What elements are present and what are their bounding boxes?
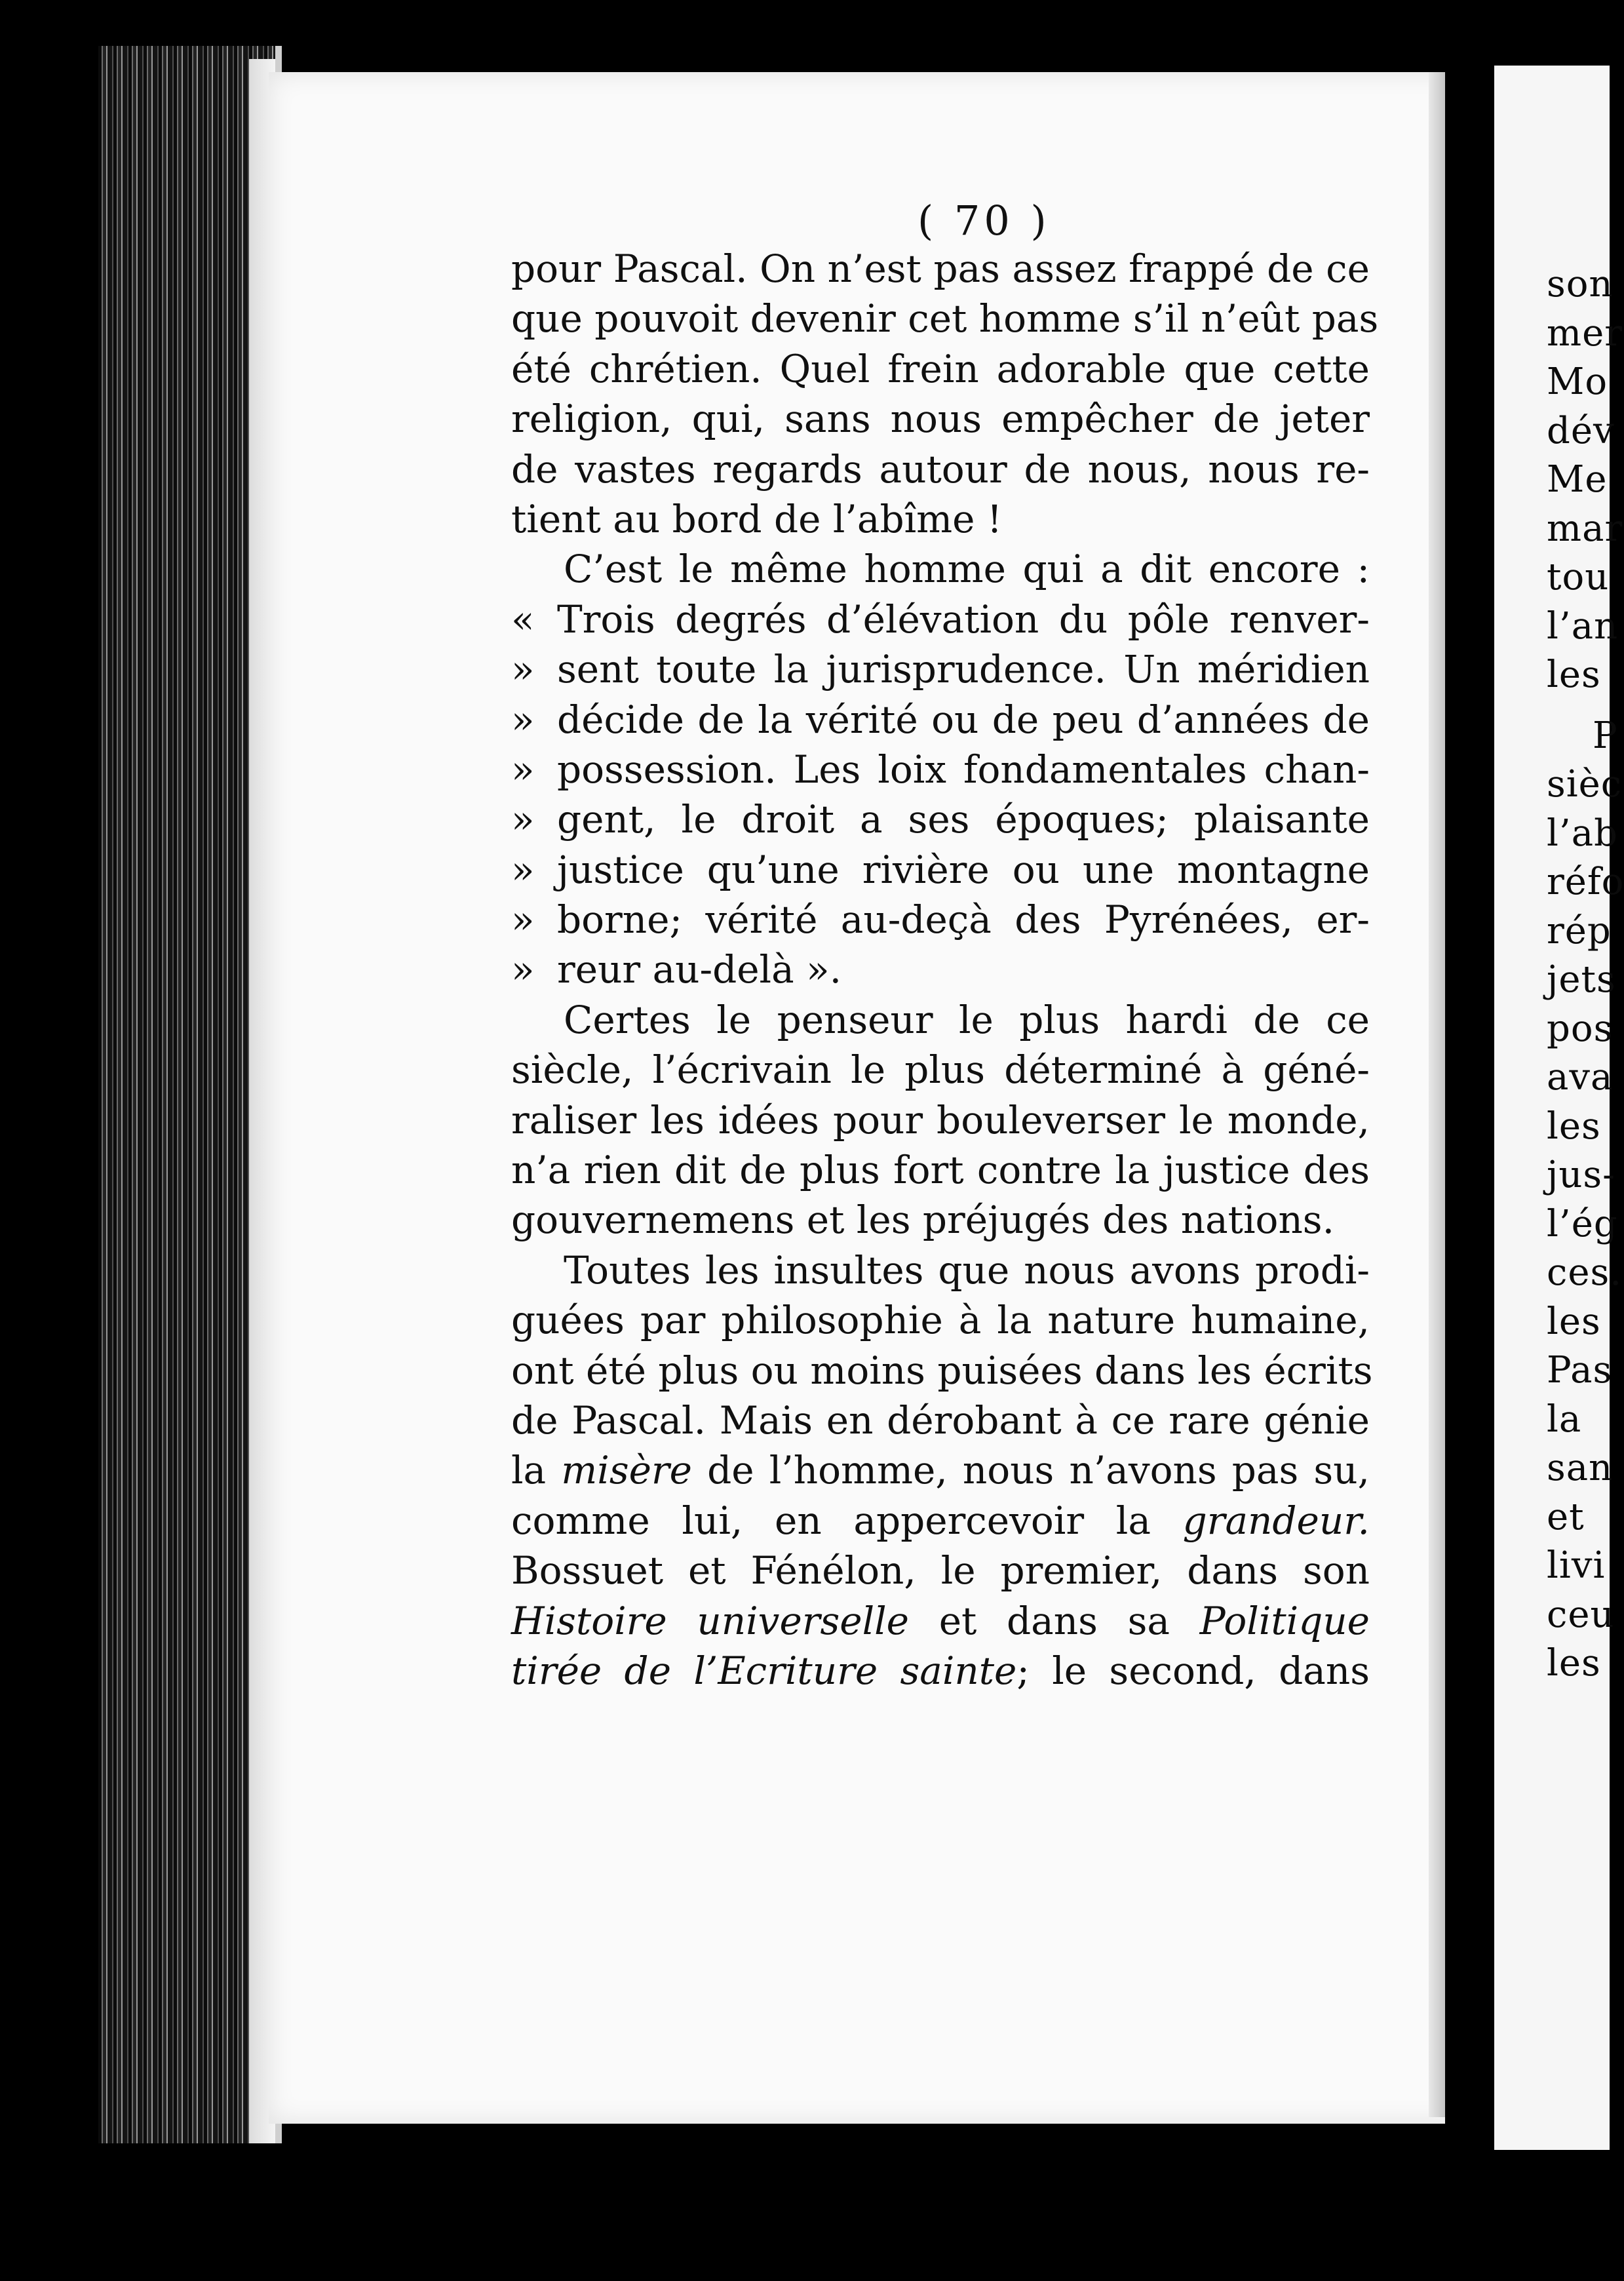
italic-text: Histoire universelle	[511, 1598, 910, 1643]
quote-mark: »	[511, 747, 535, 792]
italic-text: misère	[561, 1448, 692, 1493]
facing-page-line: ceu	[1547, 1593, 1615, 1636]
text-segment: Toutes les insultes que nous avons prodi-	[564, 1247, 1370, 1293]
text-segment: Trois degrés d’élévation du pôle renver-	[557, 596, 1370, 642]
text-line	[511, 845, 1370, 895]
text-line	[511, 945, 1370, 994]
text-segment: comme lui, en appercevoir la	[511, 1498, 1183, 1543]
text-segment: guées par philosophie à la nature humaine,	[511, 1298, 1370, 1343]
quote-mark: »	[511, 897, 535, 943]
text-segment: C’est le même homme qui a dit encore :	[564, 547, 1370, 592]
facing-page-line: ava	[1547, 1056, 1614, 1099]
facing-page-line: les	[1547, 1642, 1601, 1685]
quote-mark: »	[511, 697, 535, 742]
text-line	[511, 1546, 1370, 1595]
text-segment: que pouvoit devenir cet homme s’il n’eût pas	[511, 296, 1379, 341]
text-line	[511, 1596, 1370, 1646]
text-segment: et dans sa	[909, 1598, 1200, 1643]
text-segment: la	[511, 1448, 562, 1493]
text-line	[511, 745, 1370, 794]
text-line	[511, 244, 1370, 294]
text-line	[511, 344, 1370, 394]
facing-page-line: jus-	[1547, 1154, 1616, 1196]
quote-mark: »	[511, 647, 535, 692]
quote-mark: »	[511, 947, 535, 992]
facing-page-line: l’ég	[1547, 1202, 1618, 1245]
italic-text: grandeur.	[1182, 1498, 1370, 1543]
facing-page	[1494, 66, 1624, 2150]
text-segment: raliser les idées pour bouleverser le monde,	[511, 1097, 1370, 1142]
text-segment: ; le second, dans	[1016, 1648, 1370, 1693]
text-line	[511, 1646, 1370, 1696]
facing-page-line: les	[1547, 1104, 1601, 1148]
facing-page-line: pos	[1547, 1007, 1614, 1050]
text-line	[511, 595, 1370, 644]
text-segment: été chrétien. Quel frein adorable que cette	[511, 346, 1370, 391]
quote-mark: »	[511, 847, 535, 892]
text-line	[511, 895, 1370, 945]
page-body-text	[511, 244, 1379, 1696]
facing-page-line: dév	[1547, 409, 1615, 452]
quote-mark: »	[511, 797, 535, 842]
facing-page-line: mer	[1547, 311, 1623, 355]
text-line	[511, 1095, 1370, 1145]
text-segment: de Pascal. Mais en dérobant à ce rare génie	[511, 1397, 1370, 1443]
text-line	[511, 644, 1370, 694]
text-line	[511, 1245, 1370, 1295]
text-segment: religion, qui, sans nous empêcher de jeter	[511, 397, 1370, 442]
text-line	[511, 1445, 1370, 1495]
quote-mark: «	[511, 596, 535, 642]
facing-page-line: san	[1547, 1447, 1614, 1489]
text-segment: gent, le droit a ses époques; plaisante	[557, 797, 1370, 842]
text-segment: de l’homme, nous n’avons pas su,	[691, 1448, 1370, 1493]
text-line	[511, 1496, 1370, 1546]
facing-page-line: réfo	[1547, 861, 1624, 903]
facing-page-line: Pas	[1547, 1349, 1613, 1392]
page-number: ( 70 )	[918, 197, 1051, 244]
text-segment: possession. Les loix fondamentales chan-	[557, 747, 1370, 792]
facing-page-line: Mo	[1547, 361, 1608, 403]
text-line	[511, 544, 1370, 594]
facing-page-line: mar	[1547, 507, 1623, 550]
facing-page-line: livi	[1547, 1544, 1606, 1587]
facing-page-line: ces.	[1547, 1251, 1623, 1294]
facing-page-line: sièc	[1547, 763, 1623, 806]
text-segment: Certes le penseur le plus hardi de ce	[564, 997, 1370, 1042]
text-line	[511, 995, 1370, 1045]
text-line	[511, 444, 1370, 494]
text-segment: tient au bord de l’abîme !	[511, 496, 1003, 541]
facing-page-line: la	[1547, 1397, 1582, 1441]
text-segment: ont été plus ou moins puisées dans les écrits	[511, 1348, 1373, 1393]
facing-page-line: l’an	[1547, 604, 1619, 648]
text-segment: décide de la vérité ou de peu d’années de	[557, 697, 1370, 742]
text-segment: Bossuet et Fénélon, le premier, dans son	[511, 1548, 1370, 1593]
text-segment: n’a rien dit de plus fort contre la justice des	[511, 1148, 1370, 1193]
text-line	[511, 294, 1379, 343]
book-gutter	[1445, 59, 1494, 2137]
facing-page-line: Me	[1547, 458, 1608, 501]
text-segment: de vastes regards autour de nous, nous re-	[511, 446, 1370, 492]
italic-text: Politique	[1199, 1598, 1370, 1643]
facing-page-line: jets	[1547, 958, 1616, 1001]
facing-page-line: et	[1547, 1495, 1585, 1538]
text-segment: borne; vérité au-deçà des Pyrénées, er-	[557, 897, 1370, 943]
text-line	[511, 794, 1370, 844]
facing-page-line: l’ab	[1547, 811, 1618, 855]
text-segment: pour Pascal. On n’est pas assez frappé de ce	[511, 246, 1370, 291]
text-line	[511, 1395, 1370, 1445]
text-line	[511, 1045, 1370, 1095]
italic-text: tirée de l’Ecriture sainte	[511, 1648, 1017, 1693]
text-segment: reur au-delà ».	[557, 947, 842, 992]
text-line	[511, 695, 1370, 745]
text-line	[511, 1145, 1370, 1195]
text-segment: justice qu’une rivière ou une montagne	[557, 847, 1370, 892]
text-line	[511, 494, 1370, 544]
facing-page-line: tou	[1547, 556, 1610, 598]
facing-page-line: rép	[1547, 909, 1612, 952]
text-segment: gouvernemens et les préjugés des nations.	[511, 1198, 1335, 1243]
text-segment: siècle, l’écrivain le plus déterminé à géné-	[511, 1047, 1370, 1093]
facing-page-line: son	[1547, 263, 1614, 305]
text-line	[511, 1295, 1370, 1345]
text-segment: sent toute la jurisprudence. Un méridien	[557, 647, 1370, 692]
facing-page-line: P	[1593, 714, 1618, 757]
text-line	[511, 1346, 1373, 1395]
facing-page-line: les	[1547, 1300, 1601, 1343]
text-line	[511, 394, 1370, 444]
text-line	[511, 1195, 1370, 1245]
facing-page-line: les	[1547, 653, 1601, 696]
